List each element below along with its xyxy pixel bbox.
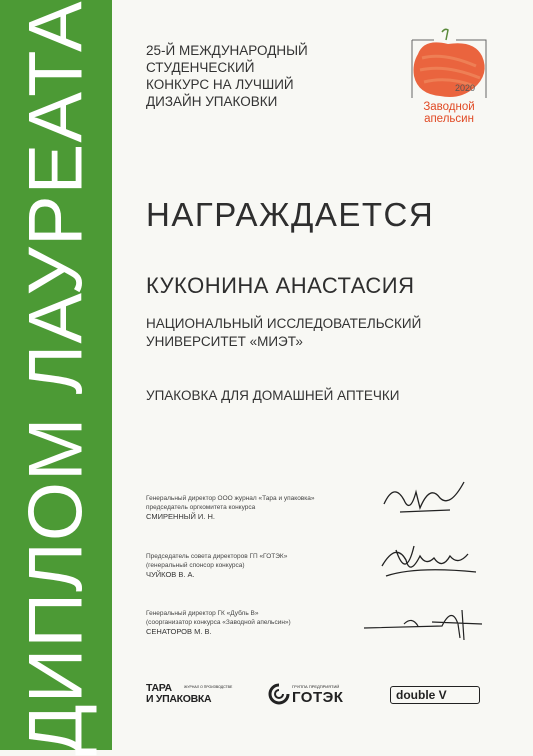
signatory-role: (генеральный спонсор конкурса) bbox=[146, 562, 245, 569]
tara-logo bbox=[146, 682, 232, 708]
contest-line: СТУДЕНЧЕСКИЙ bbox=[146, 60, 255, 75]
signature-1 bbox=[380, 474, 480, 522]
signatory-role: Генеральный директор ГК «Дубль В» bbox=[146, 610, 259, 617]
gotek-name: ГОТЭК bbox=[292, 689, 344, 706]
tara-subtitle: ЖУРНАЛ О ПРОИЗВОДСТВЕ bbox=[184, 685, 233, 689]
logo-name bbox=[404, 101, 494, 125]
signatory-role: председатель оргкомитета конкурса bbox=[146, 504, 256, 511]
project-title: УПАКОВКА ДЛЯ ДОМАШНЕЙ АПТЕЧКИ bbox=[146, 388, 400, 403]
signatory-name: ЧУЙКОВ В. А. bbox=[146, 570, 195, 579]
double-v-logo bbox=[390, 686, 480, 704]
contest-line: КОНКУРС НА ЛУЧШИЙ bbox=[146, 77, 294, 92]
signature-2 bbox=[376, 536, 486, 586]
double-v-name: double V bbox=[396, 688, 447, 702]
signatory-name: СЕНАТОРОВ М. В. bbox=[146, 627, 212, 636]
tara-name: И УПАКОВКА bbox=[146, 693, 212, 705]
awarded-heading: НАГРАЖДАЕТСЯ bbox=[146, 196, 435, 233]
university-line: НАЦИОНАЛЬНЫЙ ИССЛЕДОВАТЕЛЬСКИЙ bbox=[146, 316, 422, 331]
logo-year: 2020 bbox=[455, 83, 476, 93]
signatory-2 bbox=[146, 552, 287, 579]
side-title: ДИПЛОМ ЛАУРЕАТА bbox=[13, 0, 99, 756]
winner-name: КУКОНИНА АНАСТАСИЯ bbox=[146, 273, 415, 298]
contest-line: ДИЗАЙН УПАКОВКИ bbox=[146, 94, 278, 109]
signatory-name: СМИРЕННЫЙ И. Н. bbox=[146, 512, 215, 521]
gotek-subtitle: ГРУППА ПРЕДПРИЯТИЙ bbox=[292, 684, 340, 689]
signatory-role: Председатель совета директоров ГП «ГОТЭК» bbox=[146, 553, 288, 560]
contest-line: 25-Й МЕЖДУНАРОДНЫЙ bbox=[146, 43, 308, 58]
side-band bbox=[0, 0, 112, 756]
signatory-3 bbox=[146, 609, 291, 636]
signatory-1 bbox=[146, 494, 314, 521]
signatory-role: Генеральный директор ООО журнал «Тара и упаковка» bbox=[146, 495, 315, 502]
gotek-emblem-icon bbox=[268, 683, 290, 705]
university bbox=[146, 315, 421, 351]
tara-name: ТАРА bbox=[146, 682, 172, 694]
logo-name-line: апельсин bbox=[424, 113, 474, 125]
gotek-logo bbox=[268, 682, 358, 708]
signatory-role: (соорганизатор конкурса «Заводной апельсин») bbox=[146, 619, 291, 626]
contest-title bbox=[146, 42, 336, 110]
university-line: УНИВЕРСИТЕТ «МИЭТ» bbox=[146, 334, 303, 349]
signature-3 bbox=[362, 602, 490, 644]
logo-name-line: Заводной bbox=[423, 101, 475, 113]
